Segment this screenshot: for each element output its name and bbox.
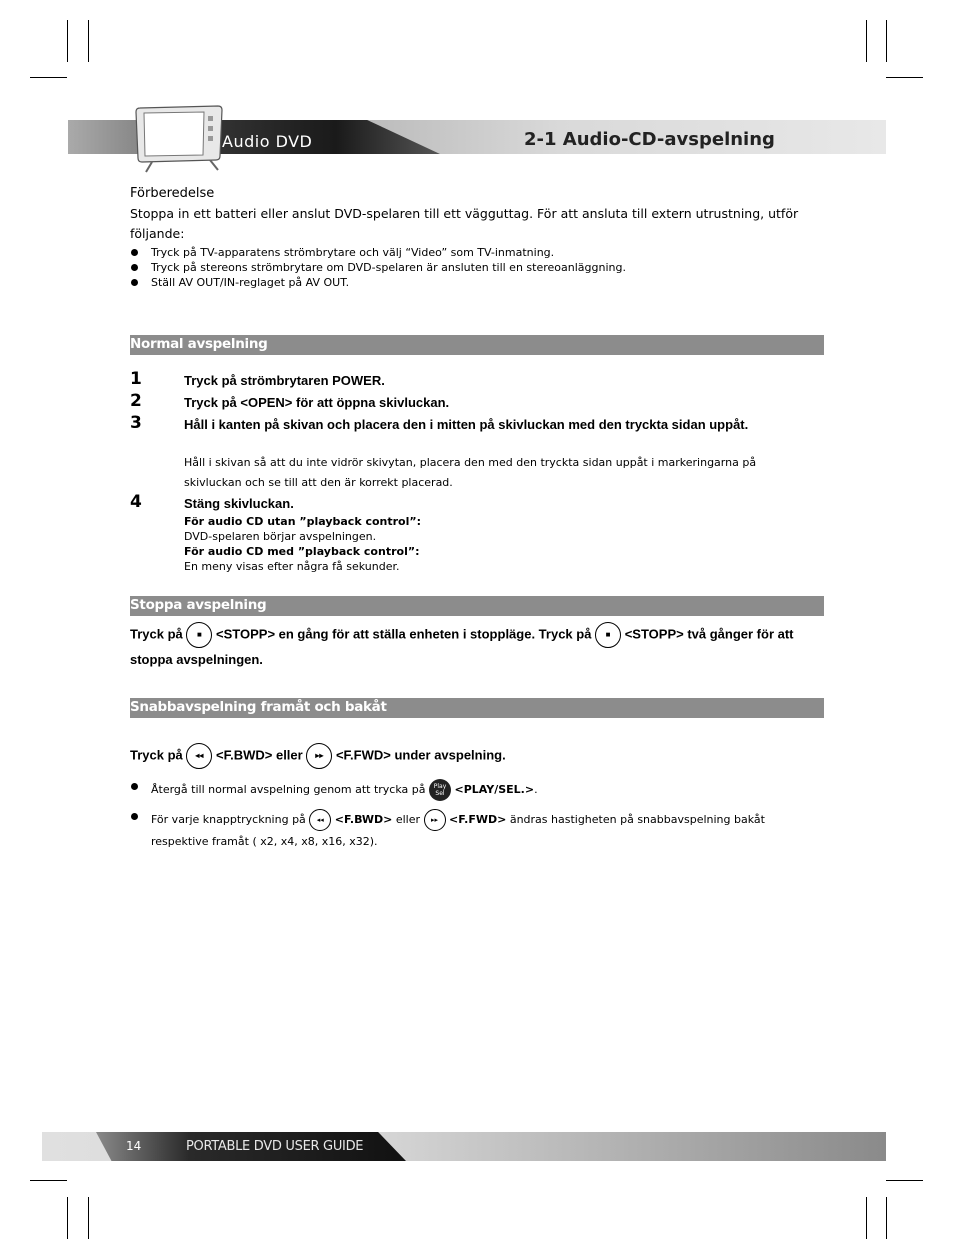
stop-button-icon: ■ [595,622,621,648]
crop-mark [886,1197,887,1239]
step-text: Stäng skivluckan. [184,496,294,511]
crop-mark [866,20,867,62]
page-title: 2-1 Audio-CD-avspelning [524,129,775,150]
crop-mark [886,1180,923,1181]
header-label: Audio DVD [222,132,313,151]
note-text: En meny visas efter några få sekunder. [184,560,400,573]
prep-intro: Stoppa in ett batteri eller anslut DVD-spelaren till ett vägguttag. För att ansluta till extern utrustning, utför följande: [130,206,799,241]
crop-mark [886,20,887,62]
page-number: 14 [126,1139,142,1153]
prep-section [130,186,824,290]
play-sel-button-icon [429,779,451,801]
bullet-key: <F.BWD> [334,813,393,826]
bullet-text: ändras hastigheten på snabbavspelning bakåt respektive framåt ( x2, x4, x8, x16, x32). [151,813,765,848]
step-number: 2 [130,391,142,411]
step-text: Tryck på <OPEN> för att öppna skivluckan. [184,395,450,410]
note-title: För audio CD med ”playback control”: [184,545,420,558]
crop-mark [88,20,89,62]
note-text: DVD-spelaren börjar avspelningen. [184,530,377,543]
list-item: Tryck på stereons strömbrytare om DVD-spelaren är ansluten till en stereoanläggning. [130,260,824,275]
crop-mark [866,1197,867,1239]
step-number: 4 [130,492,142,512]
bullet-text: Återgå till normal avspelning genom att trycka på [151,783,426,796]
section-heading-stop: Stoppa avspelning [130,596,824,616]
list-item: Ställ AV OUT/IN-reglaget på AV OUT. [130,275,824,290]
crop-mark [88,1197,89,1239]
section-heading-normal: Normal avspelning [130,335,824,355]
step-text: Tryck på strömbrytaren POWER. [184,373,385,388]
list-item [130,779,824,801]
bullet-text: För varje knapptryckning på [151,813,306,826]
crop-mark [67,20,68,62]
stop-paragraph [130,622,824,671]
section-heading-fast: Snabbavspelning framåt och bakåt [130,698,824,718]
prep-heading: Förberedelse [130,186,215,201]
ff-bullet-list [130,779,824,853]
rewind-button-icon: ◂◂ [309,809,331,831]
bullet-text: eller [395,813,421,826]
prep-bullet-list [130,245,824,290]
list-item: Tryck på TV-apparatens strömbrytare och välj “Video” som TV-inmatning. [130,245,824,260]
crop-mark [67,1197,68,1239]
crop-mark [886,77,923,78]
list-item [130,809,824,853]
step-subtext: Håll i skivan så att du inte vidrör skivytan, placera den med den tryckta sidan uppåt i markeringarna på skivluckan och se till att den är korrekt placerad. [184,456,757,489]
portable-dvd-device-icon [132,104,226,174]
ff-paragraph [130,743,824,769]
step-number: 3 [130,413,142,433]
footer-title: PORTABLE DVD USER GUIDE [186,1139,364,1154]
ff-text-a: Tryck på [130,747,183,763]
bullet-key: <PLAY/SEL.> [454,783,535,796]
stop-text-2: <STOPP> en gång för att ställa enheten i stoppläge. Tryck på [216,626,592,642]
crop-mark [30,1180,67,1181]
bullet-key: <F.FWD> [449,813,507,826]
ff-text-c: <F.FWD> under avspelning. [335,747,506,763]
fast-forward-button-icon: ▸▸ [306,743,332,769]
step-number: 1 [130,369,142,389]
rewind-button-icon: ◂◂ [186,743,212,769]
fast-forward-button-icon: ▸▸ [424,809,446,831]
step-text: Håll i kanten på skivan och placera den i mitten på skivluckan med den tryckta sidan uppåt. [184,417,749,432]
sel-icon-label: Sel [435,790,445,797]
note-title: För audio CD utan ”playback control”: [184,515,422,528]
ff-text-b: <F.BWD> eller [216,747,303,763]
stop-text-1: Tryck på [130,626,183,642]
play-icon-label: Play [433,783,447,790]
bullet-text: . [534,783,538,796]
stop-text-3: <STOPP> två gånger för att stoppa avspelningen. [130,626,794,667]
crop-mark [30,77,67,78]
stop-button-icon: ■ [186,622,212,648]
step4-notes [184,514,421,574]
